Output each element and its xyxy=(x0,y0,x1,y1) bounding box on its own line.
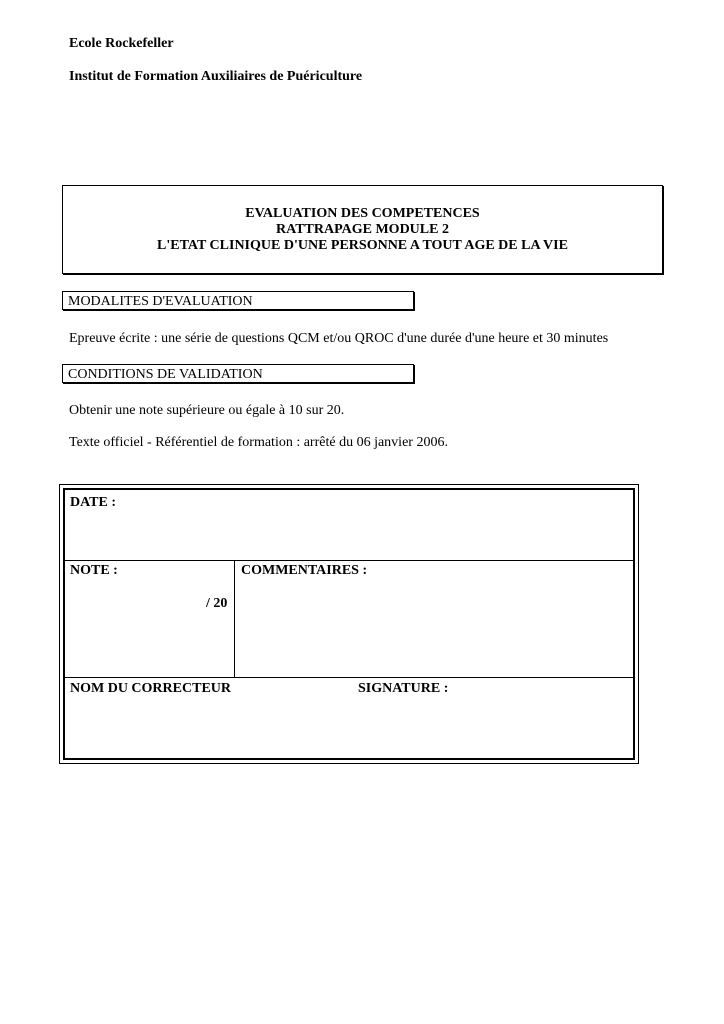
column-divider xyxy=(234,560,235,677)
title-line-2: RATTRAPAGE MODULE 2 xyxy=(276,221,449,237)
signature-label: SIGNATURE : xyxy=(358,681,449,696)
grade-table xyxy=(59,484,639,764)
row-divider-1 xyxy=(65,560,633,561)
conditions-text-1: Obtenir une note supérieure ou égale à 10 sur 20. xyxy=(69,403,345,418)
conditions-text-2: Texte officiel - Référentiel de formation : arrêté du 06 janvier 2006. xyxy=(69,435,448,450)
modalites-label-box: MODALITES D'EVALUATION xyxy=(62,291,414,310)
note-label: NOTE : xyxy=(70,563,118,578)
institute-name: Institut de Formation Auxiliaires de Puériculture xyxy=(69,69,363,84)
conditions-label-box: CONDITIONS DE VALIDATION xyxy=(62,364,414,383)
title-line-1: EVALUATION DES COMPETENCES xyxy=(245,205,480,221)
modalites-text: Epreuve écrite : une série de questions QCM et/ou QROC d'une durée d'une heure et 30 minutes xyxy=(69,331,609,346)
corrector-label: NOM DU CORRECTEUR xyxy=(70,681,231,696)
school-name: Ecole Rockefeller xyxy=(69,36,174,51)
title-box xyxy=(62,185,663,274)
note-scale: / 20 xyxy=(206,596,228,611)
row-divider-2 xyxy=(65,677,633,678)
date-label: DATE : xyxy=(70,495,117,510)
comments-label: COMMENTAIRES : xyxy=(241,563,368,578)
grade-table-inner xyxy=(63,488,635,760)
title-line-3: L'ETAT CLINIQUE D'UNE PERSONNE A TOUT AGE DE LA VIE xyxy=(157,237,568,253)
